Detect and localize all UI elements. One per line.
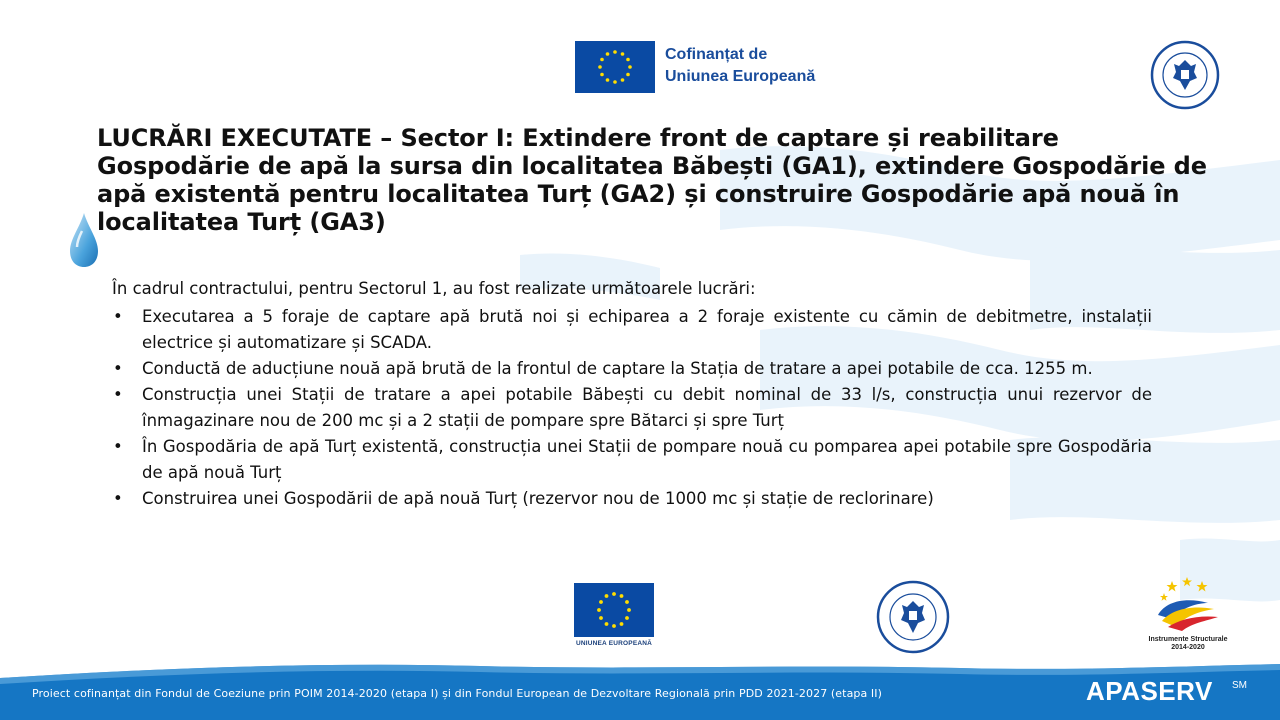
footer-text: Proiect cofinanțat din Fondul de Coeziune prin POIM 2014-2020 (etapa I) și din Fondul European de Dezvoltare Regională prin PDD 2021-2027 (etapa II) <box>32 687 883 700</box>
romanian-government-seal-icon <box>1150 40 1220 110</box>
cofinantat-line-2: Uniunea Europeană <box>665 68 816 85</box>
list-item: • În Gospodăria de apă Turț existentă, construcția unei Stații de pompare nouă cu pomparea apei potabile spre Gospodăria de apă nouă Turț <box>112 434 1152 486</box>
structural-instruments-icon <box>1152 575 1222 633</box>
structural-label-line-1: Instrumente Structurale <box>1148 636 1228 643</box>
page-title: LUCRĂRI EXECUTATE – Sector I: Extindere front de captare și reabilitare Gospodărie de apă la sursa din localitatea Băbești (GA1), extindere Gospodărie de apă existentă pentru localitatea Turț (GA2) și construire Gospodărie apă nouă în localitatea Turț (GA3) <box>97 124 1207 236</box>
intro-text: În cadrul contractului, pentru Sectorul 1, au fost realizate următoarele lucrări: <box>112 279 756 298</box>
cofinantat-text <box>665 44 815 88</box>
eu-flag-icon <box>574 583 654 637</box>
romanian-government-seal-icon <box>876 580 950 654</box>
structural-label-line-2: 2014-2020 <box>1171 644 1205 651</box>
list-item: • Construcția unei Stații de tratare a apei potabile Băbești cu debit nominal de 33 l/s, construcția unui rezervor de înmagazinare nou de 200 mc și a 2 stații de pompare spre Bătarci și spre Turț <box>112 382 1152 434</box>
eu-flag-footer <box>574 583 654 637</box>
cofinantat-line-1: Cofinanțat de <box>665 46 768 63</box>
apaserv-logo: APASERV <box>1086 676 1213 706</box>
content-body <box>112 276 1152 512</box>
bullet-list <box>112 304 1152 512</box>
list-item: • Construirea unei Gospodării de apă nouă Turț (rezervor nou de 1000 mc și stație de reclorinare) <box>112 486 1152 512</box>
apaserv-service-mark: SM <box>1232 680 1247 691</box>
eu-footer-label: UNIUNEA EUROPEANĂ <box>575 640 653 647</box>
list-item: • Conductă de aducțiune nouă apă brută de la frontul de captare la Stația de tratare a apei potabile de cca. 1255 m. <box>112 356 1152 382</box>
list-item: • Executarea a 5 foraje de captare apă brută noi și echiparea a 2 foraje existente cu cămin de debitmetre, instalații electrice și automatizare și SCADA. <box>112 304 1152 356</box>
eu-flag-icon <box>575 41 655 93</box>
eu-flag-header <box>575 41 655 93</box>
structural-instruments-label <box>1140 636 1236 652</box>
